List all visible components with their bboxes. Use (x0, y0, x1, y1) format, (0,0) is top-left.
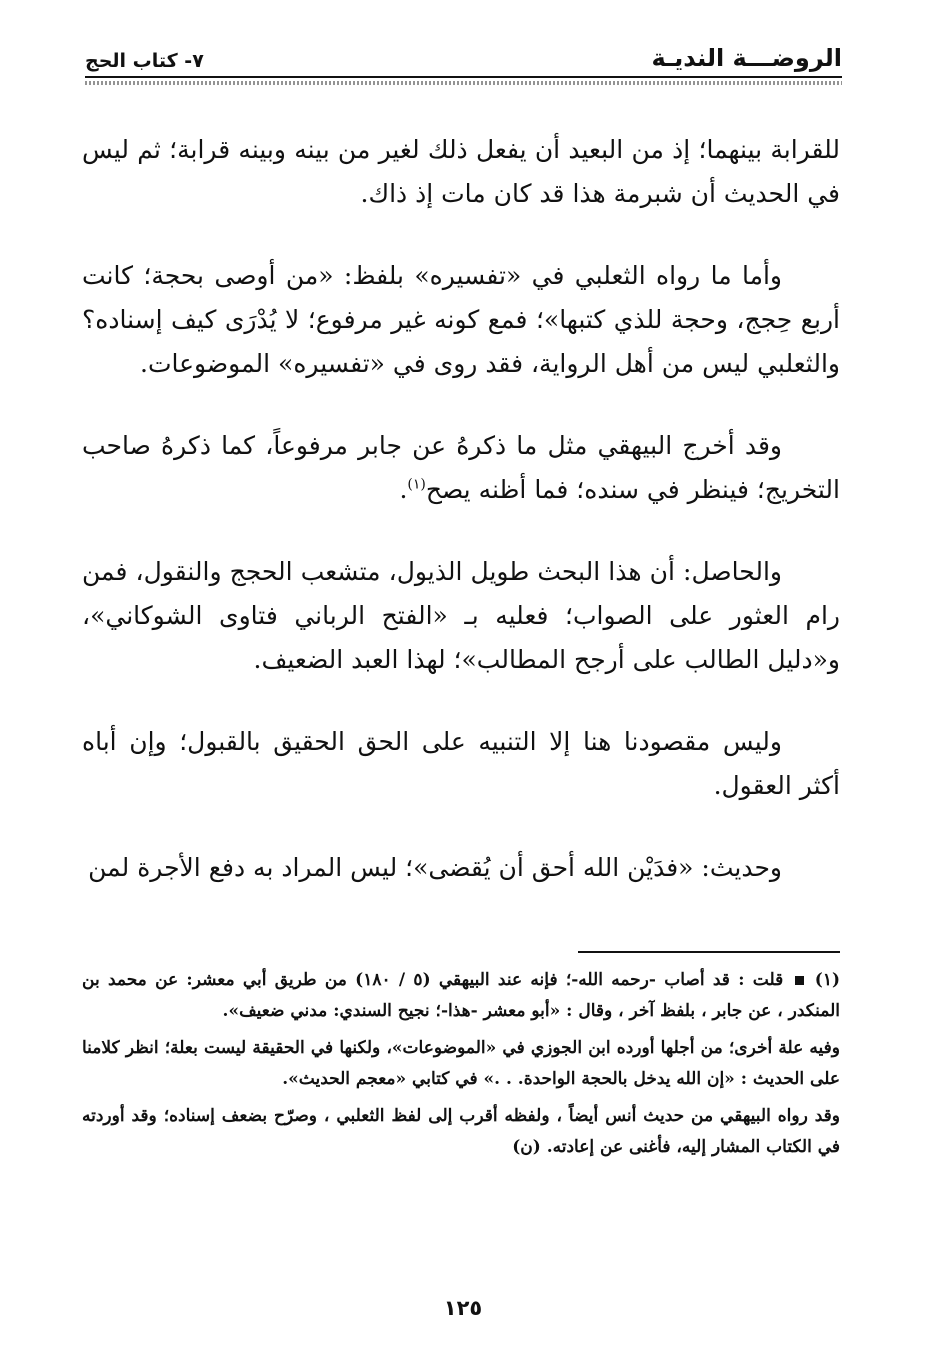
chapter-title: ٧- كتاب الحج (85, 50, 204, 72)
footnote-1-number: (١) (814, 970, 841, 990)
paragraph-6: وحديث: «فدَيْن الله أحق أن يُقضى»؛ ليس المراد به دفع الأجرة لمن (88, 853, 782, 882)
footnote-1 (82, 965, 840, 1027)
paragraph-3 (82, 424, 840, 512)
footnote-marker[interactable]: (١) (407, 476, 426, 493)
paragraph-2: وأما ما رواه الثعلبي في «تفسيره» بلفظ: «من أوصى بحجة؛ كانت أربع حِجج، وحجة للذي كتبها»؛ فمع كونه غير مرفوع؛ لا يُدْرَى كيف إسناده؟ والثعلبي ليس من أهل الرواية، فقد روى في «تفسيره» الموضوعات. (82, 261, 840, 378)
header-rule-dotted (85, 81, 842, 85)
footnote-1-text: قلت : قد أصاب -رحمه الله-؛ فإنه عند البيهقي (٥ / ١٨٠) من طريق أبي معشر: عن محمد بن المنكدر ، عن جابر ، بلفظ آخر ، وقال : «أبو معشر -هذا-؛ نجيح السندي: مدني ضعيف». (82, 970, 840, 1021)
footnote-2: وفيه علة أخرى؛ من أجلها أورده ابن الجوزي في «الموضوعات»، ولكنها في الحقيقة ليست بعلة؛ انظر كلامنا على الحديث : «إن الله يدخل بالحجة الواحدة. . .» في كتابي «معجم الحديث». (82, 1038, 840, 1089)
paragraph-3-end: . (399, 475, 408, 504)
paragraph-4: والحاصل: أن هذا البحث طويل الذيول، متشعب الحجج والنقول، فمن رام العثور على الصواب؛ فعليه بـ «الفتح الرباني فتاوى الشوكاني»، و«دليل الطالب على أرجح المطالب»؛ لهذا العبد الضعيف. (82, 557, 840, 674)
main-text (82, 128, 840, 890)
page-number: ١٢٥ (443, 1296, 483, 1320)
paragraph-5: وليس مقصودنا هنا إلا التنبيه على الحق الحقيق بالقبول؛ وإن أباه أكثر العقول. (82, 727, 840, 800)
footnotes (82, 965, 840, 1169)
paragraph-3-text: وقد أخرج البيهقي مثل ما ذكرهُ عن جابر مرفوعاً، كما ذكرهُ صاحب التخريج؛ فينظر في سنده؛ فما أظنه يصح (82, 431, 840, 504)
square-bullet-icon (795, 976, 804, 985)
footnote-separator (578, 951, 840, 953)
page-header (85, 40, 842, 72)
book-title: الروضـــة النديـة (651, 44, 842, 72)
header-rule (85, 76, 842, 78)
footnote-3: وقد رواه البيهقي من حديث أنس أيضاً ، ولفظه أقرب إلى لفظ الثعلبي ، وصرّح بضعف إسناده؛ وقد أوردته في الكتاب المشار إليه، فأغنى عن إعادته. (ن) (82, 1106, 840, 1157)
paragraph-1: للقرابة بينهما؛ إذ من البعيد أن يفعل ذلك لغير من بينه وبينه قرابة؛ ثم ليس في الحديث أن شبرمة هذا قد كان مات إذ ذاك. (82, 135, 840, 208)
